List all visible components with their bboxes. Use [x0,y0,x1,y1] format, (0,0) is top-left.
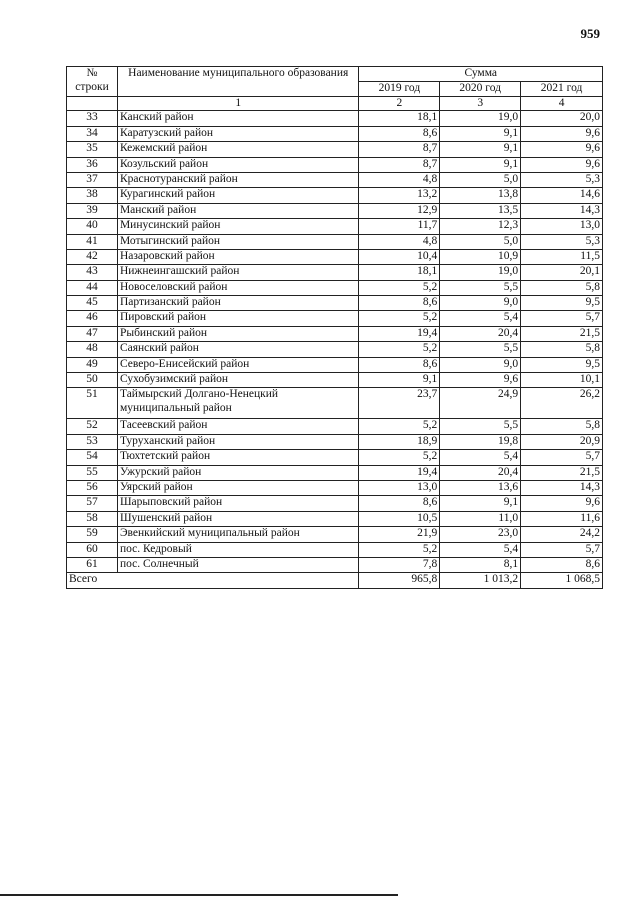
value-2019-cell: 13,2 [359,188,440,203]
table-row [67,234,603,249]
value-2019-cell: 5,2 [359,419,440,434]
table-row [67,542,603,557]
value-2021-cell: 5,7 [521,450,603,465]
row-number-cell: 55 [67,465,118,480]
row-number-cell: 34 [67,126,118,141]
municipality-name-cell: Мотыгинский район [117,234,359,249]
total-label: Всего [67,573,359,589]
table-row [67,157,603,172]
value-2019-cell: 9,1 [359,373,440,388]
table-row [67,527,603,542]
table-row [67,434,603,449]
row-number-cell: 47 [67,326,118,341]
municipality-name-cell: Уярский район [117,480,359,495]
value-2021-cell: 9,5 [521,296,603,311]
total-2020: 1 013,2 [440,573,521,589]
row-number-cell: 46 [67,311,118,326]
table-row [67,142,603,157]
table-row [67,111,603,126]
row-number-cell: 59 [67,527,118,542]
bottom-rule [0,894,398,896]
row-number-cell: 54 [67,450,118,465]
row-number-cell: 45 [67,296,118,311]
municipality-name-cell: Рыбинский район [117,326,359,341]
value-2019-cell: 4,8 [359,172,440,187]
municipality-name-cell: Назаровский район [117,249,359,264]
value-2021-cell: 9,6 [521,157,603,172]
value-2021-cell: 21,5 [521,465,603,480]
municipality-name-cell: Шушенский район [117,511,359,526]
value-2020-cell: 5,4 [440,311,521,326]
value-2020-cell: 5,0 [440,172,521,187]
municipality-name-cell: Партизанский район [117,296,359,311]
row-number-cell: 41 [67,234,118,249]
table-row [67,419,603,434]
value-2020-cell: 9,1 [440,126,521,141]
value-2019-cell: 7,8 [359,557,440,572]
value-2021-cell: 5,7 [521,542,603,557]
table-row [67,357,603,372]
value-2020-cell: 8,1 [440,557,521,572]
value-2021-cell: 9,6 [521,126,603,141]
header-index-4: 4 [521,96,603,111]
value-2020-cell: 24,9 [440,388,521,419]
header-index-3: 3 [440,96,521,111]
value-2021-cell: 13,0 [521,219,603,234]
municipality-name-cell: Краснотуранский район [117,172,359,187]
total-row [67,573,603,589]
municipality-name-cell: Минусинский район [117,219,359,234]
row-number-cell: 53 [67,434,118,449]
table-row [67,373,603,388]
value-2020-cell: 13,6 [440,480,521,495]
table-row [67,126,603,141]
value-2020-cell: 20,4 [440,465,521,480]
header-row-number: № строки [67,67,118,97]
row-number-cell: 49 [67,357,118,372]
total-2021: 1 068,5 [521,573,603,589]
value-2019-cell: 5,2 [359,542,440,557]
value-2021-cell: 20,0 [521,111,603,126]
value-2020-cell: 13,5 [440,203,521,218]
table-row [67,280,603,295]
row-number-cell: 48 [67,342,118,357]
total-2019: 965,8 [359,573,440,589]
value-2021-cell: 8,6 [521,557,603,572]
municipality-name-cell: Новоселовский район [117,280,359,295]
row-number-cell: 38 [67,188,118,203]
table-body [67,111,603,573]
value-2019-cell: 18,1 [359,265,440,280]
table-row [67,342,603,357]
municipality-name-cell: Северо-Енисейский район [117,357,359,372]
value-2020-cell: 19,8 [440,434,521,449]
value-2021-cell: 20,1 [521,265,603,280]
value-2019-cell: 8,6 [359,496,440,511]
value-2020-cell: 5,5 [440,280,521,295]
value-2020-cell: 20,4 [440,326,521,341]
value-2021-cell: 9,5 [521,357,603,372]
value-2021-cell: 9,6 [521,496,603,511]
value-2019-cell: 4,8 [359,234,440,249]
table-row [67,172,603,187]
value-2019-cell: 12,9 [359,203,440,218]
row-number-cell: 33 [67,111,118,126]
table-row [67,203,603,218]
municipality-name-cell: пос. Солнечный [117,557,359,572]
value-2019-cell: 5,2 [359,342,440,357]
row-number-cell: 44 [67,280,118,295]
municipality-name-cell: Каратузский район [117,126,359,141]
value-2019-cell: 21,9 [359,527,440,542]
table-row [67,450,603,465]
value-2019-cell: 5,2 [359,280,440,295]
table-row [67,265,603,280]
header-index-1: 1 [117,96,359,111]
value-2020-cell: 12,3 [440,219,521,234]
municipality-name-cell: Пировский район [117,311,359,326]
value-2020-cell: 5,5 [440,342,521,357]
value-2019-cell: 10,4 [359,249,440,264]
value-2019-cell: 11,7 [359,219,440,234]
table-row [67,249,603,264]
row-number-cell: 58 [67,511,118,526]
value-2020-cell: 23,0 [440,527,521,542]
municipality-name-cell: Канский район [117,111,359,126]
row-number-cell: 42 [67,249,118,264]
value-2021-cell: 5,7 [521,311,603,326]
municipality-name-cell: Курагинский район [117,188,359,203]
municipality-name-cell: Козульский район [117,157,359,172]
municipality-name-cell: Манский район [117,203,359,218]
table-row [67,388,603,419]
value-2021-cell: 5,3 [521,234,603,249]
value-2021-cell: 14,3 [521,480,603,495]
header-municipality-name: Наименование муниципального образования [117,67,359,97]
page-number: 959 [580,26,600,41]
value-2021-cell: 11,6 [521,511,603,526]
municipality-name-cell: Саянский район [117,342,359,357]
value-2019-cell: 5,2 [359,311,440,326]
table-row [67,480,603,495]
value-2020-cell: 5,5 [440,419,521,434]
table-footer [67,573,603,589]
value-2019-cell: 23,7 [359,388,440,419]
row-number-cell: 51 [67,388,118,419]
header-sum: Сумма [359,67,603,82]
row-number-cell: 40 [67,219,118,234]
row-number-cell: 61 [67,557,118,572]
municipality-name-cell: Шарыповский район [117,496,359,511]
value-2020-cell: 5,4 [440,450,521,465]
header-year-2021: 2021 год [521,81,603,96]
municipality-name-cell: пос. Кедровый [117,542,359,557]
value-2019-cell: 8,6 [359,357,440,372]
row-number-cell: 56 [67,480,118,495]
municipality-name-cell: Тюхтетский район [117,450,359,465]
table-row [67,219,603,234]
row-number-cell: 50 [67,373,118,388]
row-number-cell: 43 [67,265,118,280]
table-row [67,496,603,511]
value-2019-cell: 8,7 [359,157,440,172]
value-2019-cell: 18,1 [359,111,440,126]
table-row [67,311,603,326]
header-index-blank [67,96,118,111]
value-2019-cell: 10,5 [359,511,440,526]
table-row [67,511,603,526]
value-2020-cell: 5,4 [440,542,521,557]
value-2019-cell: 19,4 [359,465,440,480]
municipality-name-cell: Эвенкийский муниципальный район [117,527,359,542]
header-year-2020: 2020 год [440,81,521,96]
value-2021-cell: 11,5 [521,249,603,264]
value-2020-cell: 9,6 [440,373,521,388]
row-number-cell: 57 [67,496,118,511]
row-number-cell: 36 [67,157,118,172]
table-header [67,67,603,111]
row-number-cell: 37 [67,172,118,187]
value-2019-cell: 5,2 [359,450,440,465]
value-2021-cell: 5,8 [521,419,603,434]
municipality-name-cell: Ужурский район [117,465,359,480]
value-2020-cell: 9,1 [440,496,521,511]
table-row [67,326,603,341]
value-2021-cell: 14,3 [521,203,603,218]
value-2021-cell: 5,3 [521,172,603,187]
table-row [67,296,603,311]
municipality-name-cell: Туруханский район [117,434,359,449]
row-number-cell: 52 [67,419,118,434]
municipality-name-cell: Тасеевский район [117,419,359,434]
header-year-2019: 2019 год [359,81,440,96]
value-2020-cell: 9,0 [440,296,521,311]
value-2019-cell: 8,6 [359,296,440,311]
value-2021-cell: 24,2 [521,527,603,542]
municipality-name-cell: Таймырский Долгано-Ненецкий муниципальный район [117,388,359,419]
table-row [67,465,603,480]
value-2019-cell: 18,9 [359,434,440,449]
value-2021-cell: 5,8 [521,280,603,295]
row-number-cell: 39 [67,203,118,218]
value-2019-cell: 13,0 [359,480,440,495]
value-2021-cell: 26,2 [521,388,603,419]
value-2020-cell: 19,0 [440,111,521,126]
header-index-2: 2 [359,96,440,111]
municipality-name-cell: Кежемский район [117,142,359,157]
municipality-name-cell: Нижнеингашский район [117,265,359,280]
value-2021-cell: 5,8 [521,342,603,357]
municipality-name-cell: Сухобузимский район [117,373,359,388]
value-2019-cell: 19,4 [359,326,440,341]
value-2020-cell: 9,0 [440,357,521,372]
value-2020-cell: 13,8 [440,188,521,203]
value-2021-cell: 21,5 [521,326,603,341]
table-row [67,188,603,203]
value-2020-cell: 5,0 [440,234,521,249]
value-2019-cell: 8,7 [359,142,440,157]
value-2020-cell: 9,1 [440,142,521,157]
value-2021-cell: 14,6 [521,188,603,203]
value-2020-cell: 10,9 [440,249,521,264]
budget-table [66,66,603,589]
table-row [67,557,603,572]
value-2019-cell: 8,6 [359,126,440,141]
row-number-cell: 60 [67,542,118,557]
value-2020-cell: 19,0 [440,265,521,280]
value-2021-cell: 9,6 [521,142,603,157]
row-number-cell: 35 [67,142,118,157]
value-2021-cell: 20,9 [521,434,603,449]
value-2021-cell: 10,1 [521,373,603,388]
value-2020-cell: 11,0 [440,511,521,526]
value-2020-cell: 9,1 [440,157,521,172]
